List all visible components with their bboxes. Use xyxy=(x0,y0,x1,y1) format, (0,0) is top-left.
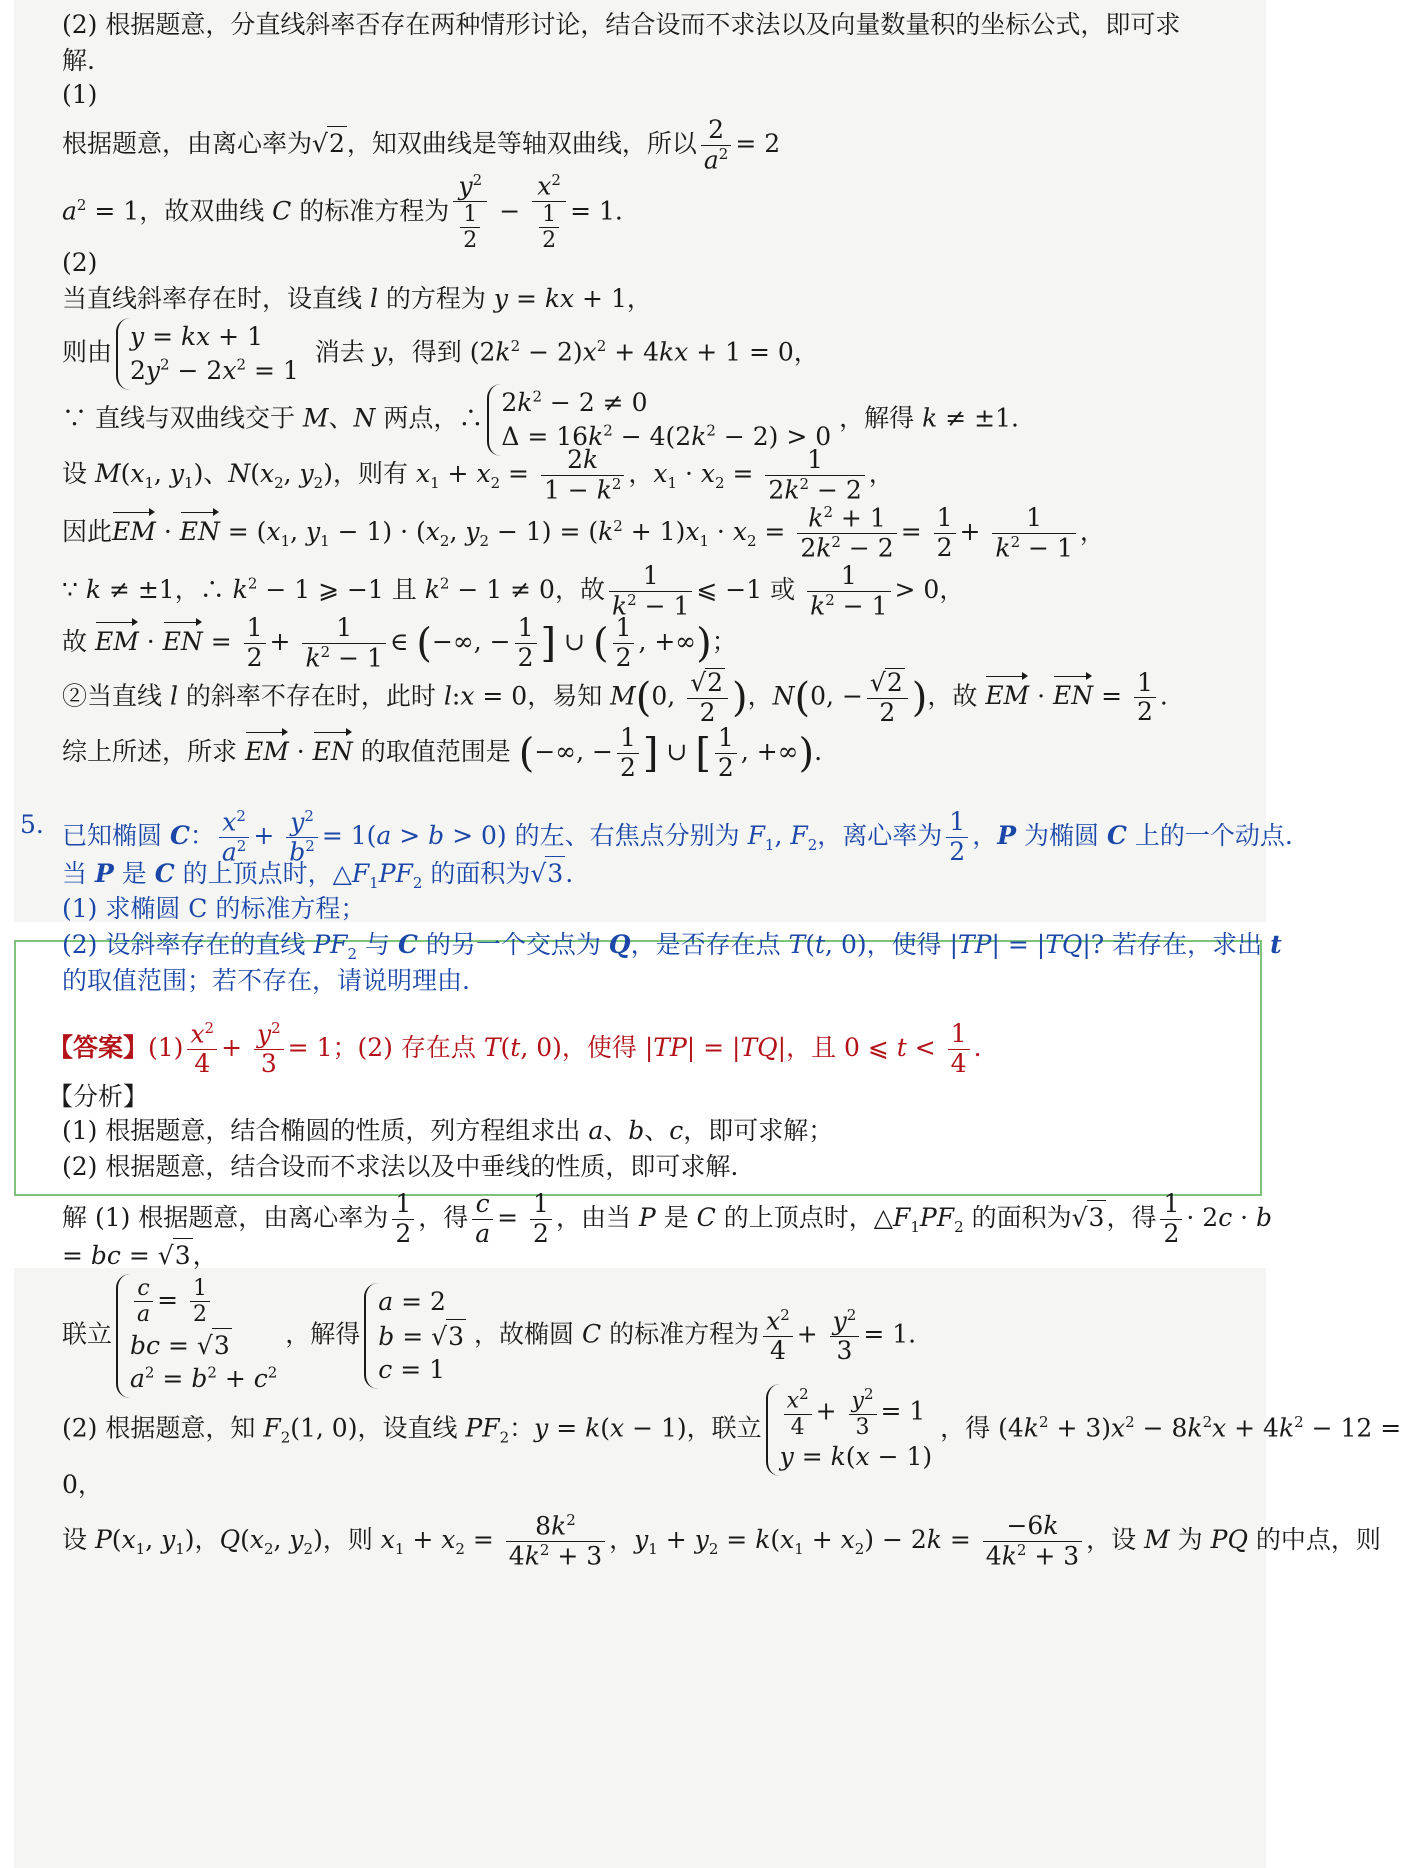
sol4-line-7: 当直线斜率存在时，设直线 l 的方程为 y = kx + 1， xyxy=(62,284,652,313)
sol4-line-1: (2) 根据题意，分直线斜率否存在两种情形讨论，结合设而不求法以及向量数量积的坐标公式，即可求 xyxy=(62,10,1181,39)
sol5-analysis-tag: 【分析】 xyxy=(48,1082,149,1111)
sol4-line-11: 因此EM · EN = ($x_1$, $y_1 - 1) \cdot (x_2$, $y_2 - 1) = (k^2 + 1)x_1 \cdot x_2$ = $\frac{k^2 + 1}{2k^2 - 2}$ = $\frac{1}{2}$ + $\frac{1}{k^2 - 1}$ ， xyxy=(62,503,1105,563)
question-number: 5. xyxy=(20,810,44,839)
sol5-line-2: (2) 根据题意，结合设而不求法以及中垂线的性质，即可求解. xyxy=(62,1152,739,1181)
sol5-line-8: 设 $P(x_1$, $y_1$)，$Q(x_2$, $y_2$)，则 $x_1 + x_2$ = $\frac{8k^2}{4k^2 + 3}$ ，$y_1 + y_2 = k(x_1 + x_2) - 2k$ = $\frac{-6k}{4k^2 + 3}$ ，设 M 为 PQ 的中点，则 xyxy=(62,1511,1381,1571)
sol4-line-3: (1) xyxy=(62,80,98,109)
sol4-line-4: 根据题意，由离心率为√2，知双曲线是等轴双曲线，所以 $\frac{2}{a^2}$ = 2 xyxy=(62,115,781,175)
q5-line-5: 的取值范围；若不存在，请说明理由. xyxy=(62,966,470,995)
sol5-line-6: (2) 根据题意，知 $F_2(1$, 0)，设直线 $PF_2$：y = k(x − 1)，联立 $\frac{x^2}{4}$ + $\frac{y^2}{3}$ = 1 y = k(x − 1) ，得 $(4k^2 + 3)x^2 - 8k^2x + 4k^2 - 12$ = xyxy=(62,1384,1401,1476)
q5-line-1: 已知椭圆 C： $\frac{x^2}{a^2}$ + $\frac{y^2}{b^2}$ = 1(a > b > 0) 的左、右焦点分别为 $F_1$, $F_2$，离心率为 $\frac{1}{2}$ ，P 为椭圆 C 上的一个动点. xyxy=(62,807,1293,867)
sol4-line-5: $a^2 = 1$，故双曲线 C 的标准方程为 $\frac{y^2}{\frac{1}{2}}$ − $\frac{x^2}{\frac{1}{2}}$ = 1. xyxy=(62,171,623,254)
sol4-line-13: 故 EM · EN = $\frac{1}{2}$ + $\frac{1}{k^2 - 1}$ ∈ (−∞, − $\frac{1}{2}$ ] ∪ ( $\frac{1}{2}$ , +∞)； xyxy=(62,613,737,673)
sol4-line-15: 综上所述，所求 EM · EN 的取值范围是 (−∞, − $\frac{1}{2}$ ] ∪ [ $\frac{1}{2}$ , +∞). xyxy=(62,723,823,782)
sol5-line-1: (1) 根据题意，结合椭圆的性质，列方程组求出 a、b、c，即可求解； xyxy=(62,1116,834,1145)
q5-line-2: 当 P 是 C 的上顶点时，$\triangle F_1PF_2$ 的面积为√3. xyxy=(62,856,573,900)
sol5-line-3: 解 (1) 根据题意，由离心率为 $\frac{1}{2}$ ，得 $\frac{c}{a}$ = $\frac{1}{2}$ ，由当 P 是 C 的上顶点时，$\triangle F_1PF_2$ 的面积为√3，得 $\frac{1}{2}$ · 2c · b xyxy=(62,1189,1273,1248)
sol4-line-12: ∵ k ≠ ±1，∴ $k^2 - 1$ ⩾ −1 且 $k^2 - 1 \ne 0$，故 $\frac{1}{k^2 - 1}$ ⩽ −1 或 $\frac{1}{k^2 - 1}$ > 0， xyxy=(62,561,965,621)
sol5-line-4: = bc = √3， xyxy=(62,1238,218,1273)
answer-line: 【答案】(1) $\frac{x^2}{4}$ + $\frac{y^2}{3}$ = 1；(2) 存在点 T(t, 0)，使得 |TP| = |TQ|，且 0 ⩽ t < $\frac{1}{4}$ . xyxy=(48,1019,982,1079)
sol4-line-2: 解. xyxy=(62,46,95,75)
q5-line-4: (2) 设斜率存在的直线 $PF_2$ 与 C 的另一个交点为 Q，是否存在点 T(t, 0)，使得 |TP| = |TQ|? 若存在，求出 t xyxy=(62,930,1282,963)
sol5-line-7: 0， xyxy=(62,1470,103,1499)
sol4-line-10: 设 $M(x_1$, $y_1$)、$N(x_2$, $y_2$)，则有 $x_1 + x_2$ = $\frac{2k}{1 - k^2}$ ，$x_1 \cdot x_2$ = $\frac{1}{2k^2 - 2}$ ， xyxy=(62,445,894,505)
sol4-line-14: ②当直线 l 的斜率不存在时，此时 l:x = 0，易知 M(0, $\frac{√2}{2}$ )，N(0, − $\frac{√2}{2}$ )，故 EM · EN = $\frac{1}{2}$ . xyxy=(62,667,1168,727)
sol4-line-8: 则由 y = kx + 1 $2y^2 - 2x^2 = 1$ 消去 y，得到 $(2k^2 - 2)x^2 + 4kx + 1 = 0$， xyxy=(62,318,819,390)
sol5-line-5: 联立 $\frac{c}{a}$ = $\frac{1}{2}$ bc = √3 $a^2 = b^2 + c^2$ ，解得 a = 2 b = √3 c = 1 ，故椭圆 C 的标准方程为 $\frac{x^2}{4}$ + $\frac{y^2}{3}$ = 1. xyxy=(62,1274,916,1398)
sol4-line-6: (2) xyxy=(62,248,98,277)
q5-line-3: (1) 求椭圆 C 的标准方程； xyxy=(62,894,366,923)
sol4-line-9: ∵ 直线与双曲线交于 M、N 两点，∴ $2k^2 - 2 \ne 0$ $\Delta = 16k^2 - 4(2k^2 - 2) > 0$ ，解得 k ≠ ±1. xyxy=(62,384,1019,456)
